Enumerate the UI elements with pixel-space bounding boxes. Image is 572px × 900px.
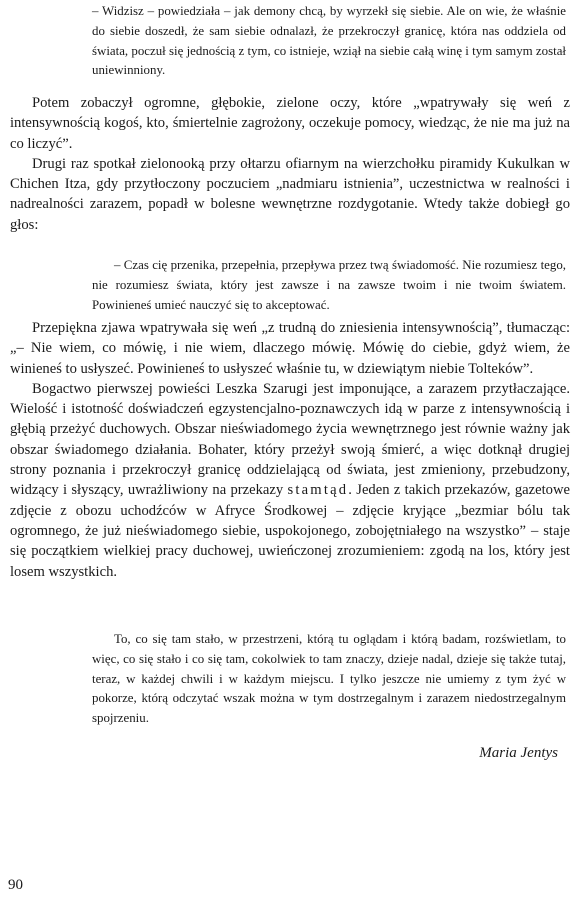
body-paragraph bbox=[10, 379, 570, 582]
body-text: Bogactwo pierwszej powieści Leszka Szarugi jest imponujące, a zarazem przytłaczające. Wielość i istotność doświadczeń egzystencjalno-poznawczych idą w parze z intensywnością i głębią przeżyć duchowych. Obszar nieświadomego życia wewnętrznego jest równie ważny jak obszar świadomego działania. Bohater, który przeżył swoją śmierć, a więc dotknął drugiej strony poznania i przekroczył granicę oddzielającą od świata, jest zmieniony, przebudzony, widzący i słyszący, uwrażliwiony na przekazy bbox=[10, 380, 570, 499]
quote-paragraph: – Czas cię przenika, przepełnia, przepływa przez twą świadomość. Nie rozumiesz tego, nie rozumiesz świata, który jest zawsze i na zawsze twoim i nie twoim światem. Powinieneś umieć nauczyć się to akceptować. bbox=[92, 258, 566, 312]
spaced-word: stamtąd bbox=[287, 482, 349, 499]
quote-block-1 bbox=[92, 2, 566, 81]
body-paragraph: Potem zobaczył ogromne, głębokie, zielone oczy, które „wpatrywały się weń z intensywnością kogoś, kto, śmiertelnie zagrożony, oczekuje pomocy, wiedząc, że nie ma już na co liczyć”. bbox=[10, 95, 570, 152]
body-section-2 bbox=[10, 318, 570, 582]
body-paragraph: Drugi raz spotkał zielonooką przy ołtarzu ofiarnym na wierzchołku piramidy Kukulkan w Chichen Itza, gdy przytłoczony poczuciem „nadmiaru istnienia”, uczestnictwa w realności i nadrealności zarazem, popadł w bolesne wewnętrzne rozdygotanie. Wtedy także dobiegł go głos: bbox=[10, 155, 570, 233]
author-signature: Maria Jentys bbox=[479, 745, 558, 761]
quote-block-3 bbox=[92, 630, 566, 729]
quote-paragraph: To, co się tam stało, w przestrzeni, którą tu oglądam i którą badam, rozświetlam, to więc, co się stało i co się tam, cokolwiek to tam znaczy, dzieje nadal, dzieje się także tutaj, teraz, w każdej chwili i w każdym miejscu. I tylko jeszcze nie umiemy z tym żyć w pokorze, którą odczytać wszak można w tym dostrzegalnym i zarazem niedostrzegalnym spojrzeniu. bbox=[92, 632, 566, 726]
body-text: . Jeden z takich przekazów, gazetowe zdjęcie z obozu uchodźców w Afryce Środkowej – zdjęcie kryjące „bezmiar bólu tak ogromnego, że już nieświadomego siebie, uspokojonego, zobojętniałego na wszystko” – staje się początkiem wielkiej pracy duchowej, uwieńczonej zrozumieniem: zgodą na los, który jest losem wszystkich. bbox=[10, 482, 570, 580]
quote-block-2 bbox=[92, 256, 566, 315]
body-paragraph: Przepiękna zjawa wpatrywała się weń „z trudną do zniesienia intensywnością”, tłumacząc: „– Nie wiem, co mówię, i nie wiem, dlaczego mówię. Mówię do ciebie, gdyż wiem, że winieneś to usłyszeć. Powinieneś to usłyszeć właśnie tu, w dziewiątym niebie Tolteków”. bbox=[10, 320, 570, 377]
quote-paragraph: – Widzisz – powiedziała – jak demony chcą, by wyrzekł się siebie. Ale on wie, że właśnie do siebie doszedł, że sam siebie odnalazł, że przekroczył granicę, która nas oddziela od świata, poczuł się jednością z tym, co istnieje, wziął na siebie całą winę i tym samym został uniewinniony. bbox=[92, 4, 566, 78]
page-number: 90 bbox=[8, 877, 23, 893]
body-section-1 bbox=[10, 93, 570, 235]
